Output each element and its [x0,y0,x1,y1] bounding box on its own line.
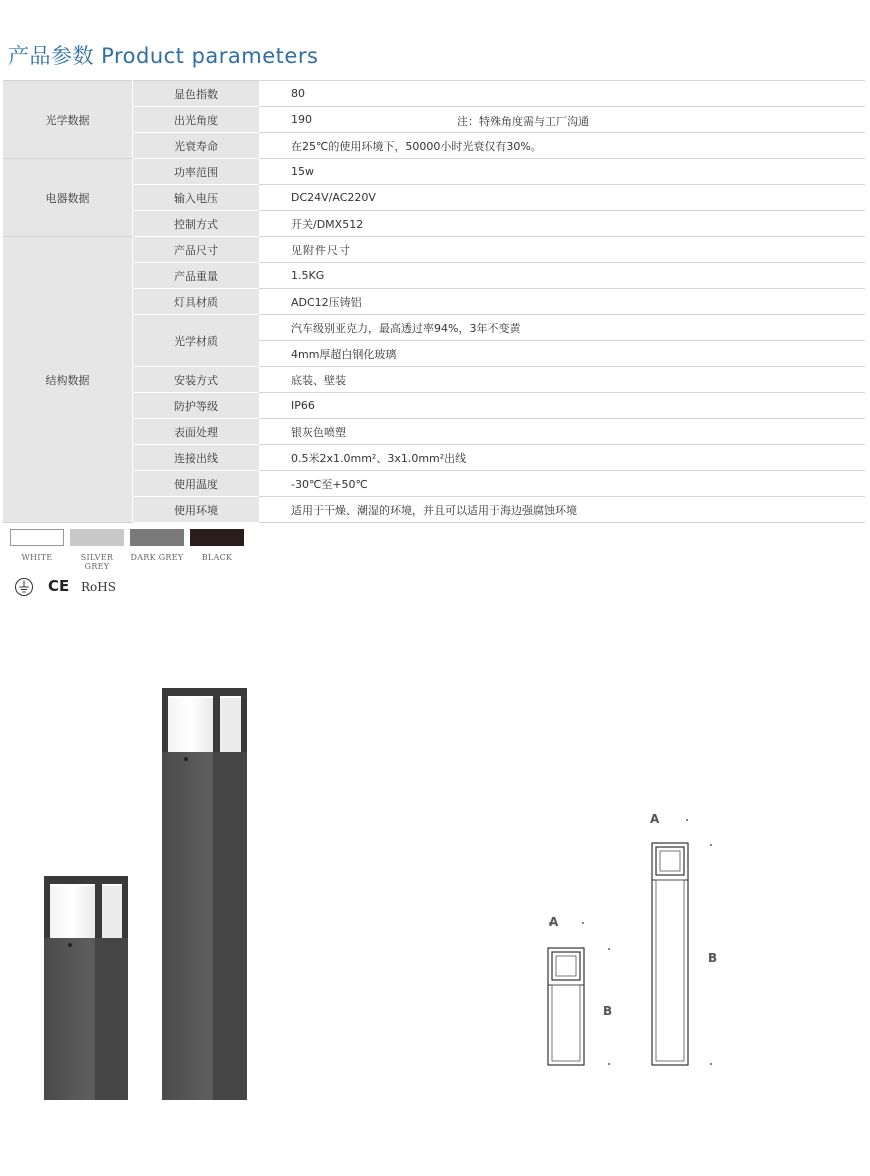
param-weight: 产品重量 [133,263,260,289]
param-ip-rating: 防护等级 [133,393,260,419]
swatch-label-black: BLACK [201,553,233,562]
value-control: 开关/DMX512 [259,211,865,237]
value-size: 见附件尺寸 [259,237,865,263]
param-temperature: 使用温度 [133,471,260,497]
table-row [3,237,865,263]
ce-mark: CE [48,577,70,595]
param-voltage: 输入电压 [133,185,260,211]
param-beam-angle: 出光角度 [133,107,260,133]
beam-angle-note: 注：特殊角度需与工厂沟通 [457,115,589,128]
table-row [3,445,865,471]
param-finish: 表面处理 [133,419,260,445]
beam-angle-value: 190 [291,113,312,126]
value-voltage: DC24V/AC220V [259,185,865,211]
group-optical: 光学数据 [3,81,133,159]
swatch-label-silver-grey: SILVER GREY [80,553,114,571]
value-beam-angle [259,107,865,133]
tall-bollard [162,688,247,1100]
value-environment: 适用于干燥、潮湿的环境，并且可以适用于海边强腐蚀环境 [259,497,865,523]
table-row [3,263,865,289]
table-row [3,185,865,211]
page-title: 产品参数 Product parameters [8,44,319,68]
value-power: 15w [259,159,865,185]
swatch-label-dark-grey: DARK GREY [130,553,184,562]
table-row [3,133,865,159]
short-bollard [44,876,128,1100]
value-temperature: -30℃至+50℃ [259,471,865,497]
value-wiring: 0.5米2x1.0mm²、3x1.0mm²出线 [259,445,865,471]
table-row [3,393,865,419]
value-finish: 银灰色喷塑 [259,419,865,445]
param-control: 控制方式 [133,211,260,237]
table-row [3,471,865,497]
dimension-b-short: B [603,1004,613,1018]
param-wiring: 连接出线 [133,445,260,471]
table-row [3,81,865,107]
rohs-mark: RoHS [81,580,116,594]
value-weight: 1.5KG [259,263,865,289]
dimension-a-tall: A [650,812,663,826]
swatch-label-white: WHITE [21,553,53,562]
value-optical-material-1: 汽车级别亚克力，最高透过率94%，3年不变黄 [259,315,865,341]
value-mounting: 底装、壁装 [259,367,865,393]
table-row [3,211,865,237]
table-row [3,315,865,341]
spec-table [3,80,865,523]
param-optical-material: 光学材质 [133,315,260,367]
dimension-a-short: A [549,915,562,929]
group-structural: 结构数据 [3,237,133,523]
value-optical-material-2: 4mm厚超白钢化玻璃 [259,341,865,367]
earth-ground-icon [14,577,34,597]
value-cri: 80 [259,81,865,107]
product-photo [0,670,340,1140]
swatch-silver-grey [70,529,124,546]
swatch-black [190,529,244,546]
table-row [3,367,865,393]
table-row [3,289,865,315]
swatch-dark-grey [130,529,184,546]
swatch-white [10,529,64,546]
param-mounting: 安装方式 [133,367,260,393]
param-lifetime: 光衰寿命 [133,133,260,159]
dimension-drawing [540,808,740,1070]
table-row [3,107,865,133]
dimension-b-tall: B [708,951,718,965]
value-lifetime: 在25℃的使用环境下，50000小时光衰仅有30%。 [259,133,865,159]
value-ip-rating: IP66 [259,393,865,419]
param-material: 灯具材质 [133,289,260,315]
value-material: ADC12压铸铝 [259,289,865,315]
param-size: 产品尺寸 [133,237,260,263]
table-row [3,497,865,523]
table-row [3,419,865,445]
param-power: 功率范围 [133,159,260,185]
table-row [3,159,865,185]
param-cri: 显色指数 [133,81,260,107]
param-environment: 使用环境 [133,497,260,523]
group-electrical: 电器数据 [3,159,133,237]
